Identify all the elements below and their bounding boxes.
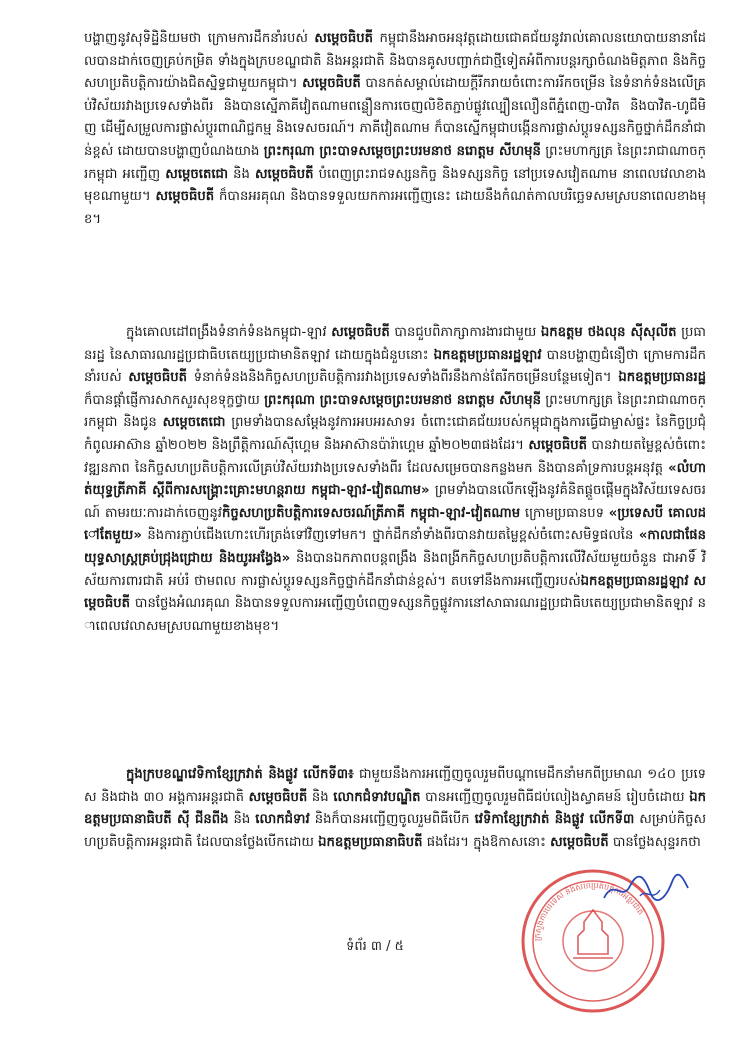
text-run: បានអញ្ជើញចូលរួមពិធីជប់លៀងស្វាគមន៍ រៀបចំដោយ [420,789,690,805]
bold-text: សម្ដេចធិបតី [84,573,706,612]
text-run: សម្រាប់កិច្ចសហប្រតិបត្តិការអន្តរជាតិ ដែលបានថ្លែងបើកដោយ [84,812,706,850]
page-number: ទំព័រ ៣ / ៥ [346,939,404,954]
text-run: ប្រធានរដ្ឋ នៃសាធារណរដ្ឋប្រជាធិបតេយ្យប្រជាមានិតឡាវ ដោយក្នុងជំនួបនោះ [84,325,706,363]
text-run: ក្នុងគោលដៅពង្រឹងទំនាក់ទំនងកម្ពុជា-ឡាវ [126,325,332,340]
bold-text: ព្រះករុណា ព្រះបាទសម្ដេចព្រះបរមនាថ នរោត្តម សីហមុនី [263,143,541,159]
bold-text: សម្ដេចធិបតី [248,789,308,805]
bold-text: «ប្រទេសបី គោលដៅតែមួយ» [84,505,706,544]
text-run: បានបង្ហាញជំនឿថា ក្រោមការដឹកនាំរបស់ [84,347,706,386]
text-run: ក៏បានអរគុណ និងបានទទួលយកការអញ្ជើញនេះ ដោយនឹងកំណត់កាលបរិច្ឆេទសមស្របនាពេលខាងមុខ។ [84,189,706,227]
paragraph-1 [84,28,706,292]
bold-text: ឯកឧត្ដម ថងលុន ស៊ីសុលីត [540,325,677,340]
text-run: ព្រះមហាក្សត្រ នៃព្រះរាជាណាចក្រកម្ពុជា អញ្ជើញ [84,143,706,182]
bold-text: ឯកឧត្ដមប្រធានរដ្ឋ [618,370,706,386]
paragraph-2 [84,322,706,726]
signature-icon [600,868,690,908]
text-run: ក្រោមប្រធានបទ [520,505,609,521]
text-run: បានជួបពិភាក្សាការងារជាមួយ [389,325,541,340]
text-run: និង [307,789,334,805]
text-run: និងបានឯកភាពបន្តពង្រឹង និងពង្រីកកិច្ចសហប្រតិបត្តិការលើវិស័យមួយចំនួន ជាអាទិ៍ វិស័យការពារជាតិ អប់រំ ថាមពល ការផ្លាស់ប្ដូរទស្សនកិច្ចថ្នាក់ដឹកនាំជាន់ខ្ពស់។ តបទៅនឹងការអញ្ជើញរបស់ [84,550,706,589]
seal-text: ក្រសួងការបរទេស និងសហប្រតិបត្តិការអន្តរជាតិ [532,880,646,942]
bold-text: ឯកឧត្ដមប្រធានាធិបតី [318,834,423,850]
bold-text: ព្រះករុណា ព្រះបាទសម្ដេចព្រះបរមនាថ នរោត្តម សីហមុនី [264,392,542,408]
text-run: បានវាយតម្លៃខ្ពស់ចំពោះវឌ្ឍនភាព នៃកិច្ចសហប្រតិបត្តិការលើគ្រប់វិស័យរវាងប្រទេសទាំងពីរ ដែលសម្រេចបានកន្លងមក និងបានគាំទ្រការបន្តអនុវត្ត [84,437,706,476]
text-run: និង [228,812,256,828]
bold-text: សម្ដេចធិបតី [155,189,215,205]
bold-text: សម្ដេចធិបតី [302,76,361,92]
bold-text: សម្ដេចធិបតី [254,166,314,182]
bold-text: ឯកឧត្ដមប្រធានរដ្ឋឡាវ [433,347,542,363]
text-run: ព្រមទាំងបានលើកឡើងនូវគំនិតផ្ដួចផ្ដើមក្នុងវិស័យទេសចរណ៍ តាមរយៈការដាក់ចេញនូវ [84,483,706,521]
text-run: កម្ពុជានឹងអាចអនុវត្តដោយជោគជ័យនូវរាល់គោលនយោបាយនានាដែលបានដាក់ចេញគ្រប់កម្រិត ទាំងក្នុងក្របខណ្ឌជាតិ និងអន្តរជាតិ និងបានគូសបញ្ជាក់ជាថ្មីទៀតអំពីការបន្តរក្សាចំណងមិត្តភាព និងកិច្ចសហប្រតិបត្តិការយ៉ាងជិតស្និទ្ធជាមួយកម្ពុជា។ [84,31,706,92]
bold-text: ឯកឧត្ដមប្រធានាធិបតី ស៊ី ជីនពីង [84,789,706,828]
bold-text: សម្ដេចធិបតី [528,437,587,453]
bold-text: លោកជំទាវបណ្ឌិត [333,789,421,805]
bold-text: សម្ដេចតេជោ [165,166,229,182]
bold-text: «កាលជាផែនយុទ្ធសាស្ត្រគ្រប់ជ្រុងជ្រោយ និងយូរអង្វែង» [84,528,706,566]
bold-text: ឯកឧត្ដមប្រធានរដ្ឋឡាវ [580,573,689,589]
bold-text: កិច្ចសហប្រតិបត្តិការទេសចរណ៍ត្រីភាគី កម្ពុជា-ឡាវ-វៀតណាម [221,505,521,521]
bold-text: សម្ដេចតេជោ [162,415,226,431]
text-run: ព្រមទាំងបានសម្ដែងនូវការអបអរសាទរ ចំពោះជោគជ័យរបស់កម្ពុជាក្នុងការធ្វើជាម្ចាស់ផ្ទះ នៃកិច្ចប្រជុំកំពូលអាស៊ាន ឆ្នាំ២០២២ និងព្រឹត្តិការណ៍ស៊ីហ្គេម និងអាស៊ានប៉ារ៉ាហ្គេម ឆ្នាំ២០២៣ផងដែរ។ [84,415,706,453]
text-run: ផងដែរ។ ក្នុងឱកាសនោះ [422,834,551,850]
text-run: បានកត់សម្គាល់ដោយក្ដីរីករាយចំពោះការរីកចម្រើន នៃទំនាក់ទំនងលើគ្រប់វិស័យរវាងប្រទេសទាំងពីរ និងបានស្នើភាគីវៀតណាមពន្លឿនការចេញលិខិតភ្ជាប់ផ្លូវល្បឿនលឿនពីភ្នំពេញ-បាវិត និងបាវិត-ហូជីមិញ ដើម្បីសម្រួលការផ្លាស់ប្ដូរពាណិជ្ជកម្ម និងទេសចរណ៍។ ភាគីវៀតណាម ក៏បានស្នើកម្ពុជាបង្កើនការផ្លាស់ប្ដូរទស្សនកិច្ចថ្នាក់ដឹកនាំជាន់ខ្ពស់ ដោយបានបង្ហាញបំណងយាង [84,76,706,159]
text-run: ព្រះមហាក្សត្រ នៃព្រះរាជាណាចក្រកម្ពុជា និងជូន [84,392,706,431]
bold-text: វេទិកាខ្សែក្រវាត់ និងផ្លូវ លើកទី៣ [474,812,635,828]
text-run: ជាមួយនឹងការអញ្ជើញចូលរួមពីបណ្ដាមេដឹកនាំមកពីប្រមាណ ១៤០ ប្រទេស និងជាង ៣០ អង្គការអន្តរជាតិ [84,767,706,805]
text-run: និង [228,166,255,182]
text-run: បំពេញព្រះរាជទស្សនកិច្ច និងទស្សនកិច្ច នៅប្រទេសវៀតណាម នាពេលវេលាខាងមុខណាមួយ។ [84,166,706,205]
text-run: បានថ្លែងសុន្ទរកថា [608,834,701,850]
text-run: បង្ហាញនូវសុទិដ្ឋិនិយមថា ក្រោមការដឹកនាំរបស់ [84,31,315,46]
bold-text: លោកជំទាវ [255,812,310,828]
bold-text: សម្ដេចធិបតី [128,370,188,386]
bold-text: «លំហាត់យុទ្ធត្រីភាគី ស្ដីពីការសង្គ្រោះគ្រោះមហន្តរាយ កម្ពុជា-ឡាវ-វៀតណាម» [84,460,706,499]
text-run: ទំនាក់ទំនងនិងកិច្ចសហប្រតិបត្តិការរវាងប្រទេសទាំងពីរនឹងកាន់តែរីកចម្រើនបន្ថែមទៀត។ [187,370,619,386]
text-run: បានថ្លែងអំណរគុណ និងបានទទួលការអញ្ជើញបំពេញទស្សនកិច្ចផ្លូវការនៅសាធារណរដ្ឋប្រជាធិបតេយ្យប្រជាមានិតឡាវ នាពេលវេលាសមស្របណាមួយខាងមុខ។ [84,596,706,634]
bold-text: សម្ដេចធិបតី [314,31,374,46]
text-run: និងក៏បានអញ្ជើញចូលរួមពិធីបើក [309,812,475,828]
text-run: ក៏បានផ្ដាំផ្ញើការសាកសួរសុខទុក្ខថ្វាយ [84,392,265,408]
text-run: និងការភ្ជាប់ជើងហោះហើរត្រង់ទៅវិញទៅមក។ ថ្នាក់ដឹកនាំទាំងពីរបានវាយតម្លៃខ្ពស់ចំពោះសមិទ្ធផលនៃ [141,528,639,544]
bold-text: ក្នុងក្របខណ្ឌវេទិកាខ្សែក្រវាត់ និងផ្លូវ លើកទី៣៖ [126,767,354,782]
bold-text: សម្ដេចធិបតី [550,834,609,850]
bold-text: សម្ដេចធិបតី [331,325,390,340]
